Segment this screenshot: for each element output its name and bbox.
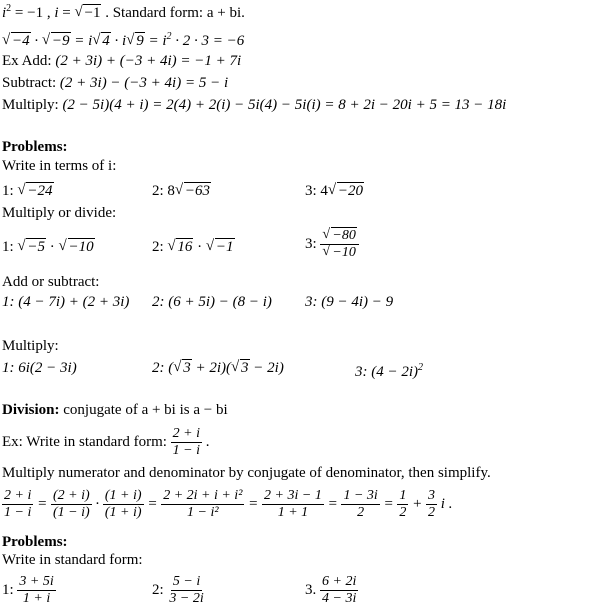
- definition-line: $i^2 = -1$ , i = √ −1 . Standard form: a + bi.: [2, 0, 245, 22]
- division-worked-solution: $\frac{2 + i}{1 - i}$ = $\frac{(2 + i)}{(1 - i)}$ · $\frac{(1 + i)}{(1 + i)}$ = $\frac{\text{2 + 2i + i + i²}}{\text{1 − i²}}$ = $\frac{2 + 3i - 1}{1 + 1}$ = $\frac{1 - 3i}{2}$ = $\frac{1}{2}$ + $\frac{3}{2}$ i .: [4, 488, 453, 520]
- add-subtract-heading: Add or subtract:: [2, 274, 100, 290]
- write-terms-heading: Write in terms of i:: [2, 158, 117, 174]
- md-problem-1: 1: √ −5 · √ −10: [2, 238, 95, 256]
- mult-problem-1: 1: 6i(2 − 3i): [2, 360, 77, 376]
- division-line: Division: conjugate of a + bi is a − bi: [2, 402, 228, 418]
- std-problem-2: 2: $\frac{5 - i}{3 - 2i}$: [152, 574, 204, 606]
- write-standard-heading: Write in standard form:: [2, 552, 143, 568]
- multiply-divide-heading: Multiply or divide:: [2, 205, 117, 221]
- as-problem-2: 2: (6 + 5i) − (8 − i): [152, 294, 272, 310]
- mult-problem-3: 3: $(4 - 2i)^2$: [355, 362, 424, 380]
- md-problem-3: 3: √ −80 √ −10: [305, 228, 359, 261]
- problem-1: 1: √ −24: [2, 182, 54, 200]
- problem-3: 3: 4√ −20: [305, 182, 364, 200]
- subtract-line: Subtract: (2 + 3i) − (−3 + 4i) = 5 − i: [2, 75, 229, 91]
- division-example: Ex: Write in standard form: $\frac{2 + i}{1 - i}$ .: [2, 426, 210, 458]
- std-problem-1: 1: $\frac{3 + 5i}{1 + i}$: [2, 574, 54, 606]
- radical: √ 4: [92, 32, 111, 50]
- ex-add-line: Ex Add: (2 + 3i) + (−3 + 4i) = −1 + 7i: [2, 53, 242, 69]
- problem-2: 2: 8√ −63: [152, 182, 211, 200]
- multiply-line: Multiply: (2 − 5i)(4 + i) = 2(4) + 2(i) − 5i(4) − 5i(i) = 8 + 2i − 20i + 5 = 13 − 18i: [2, 97, 507, 113]
- division-instruction: Multiply numerator and denominator by conjugate of denominator, then simplify.: [2, 465, 491, 481]
- problems-heading: Problems:: [2, 139, 68, 155]
- md-problem-2: 2: √ 16 · √ −1: [152, 238, 235, 256]
- radical: √ 9: [126, 32, 145, 50]
- radical: √ −9: [42, 32, 71, 50]
- radical-product-example: √ −4 · √ −9 = i√ 4 · i√ $9 = i^2 \cdot 2 \cdot 3 = -6$: [2, 28, 244, 50]
- problems-heading-2: Problems:: [2, 534, 68, 550]
- radical: √ −4: [2, 32, 31, 50]
- as-problem-1: 1: (4 − 7i) + (2 + 3i): [2, 294, 130, 310]
- std-problem-3: 3. $\frac{6 + 2i}{4 - 3i}$: [305, 574, 357, 606]
- multiply-heading: Multiply:: [2, 338, 59, 354]
- radical: √ −1: [74, 4, 101, 22]
- mult-problem-2: 2: (√ 3 + 2i)(√ 3 − 2i): [152, 359, 284, 377]
- as-problem-3: 3: (9 − 4i) − 9: [305, 294, 394, 310]
